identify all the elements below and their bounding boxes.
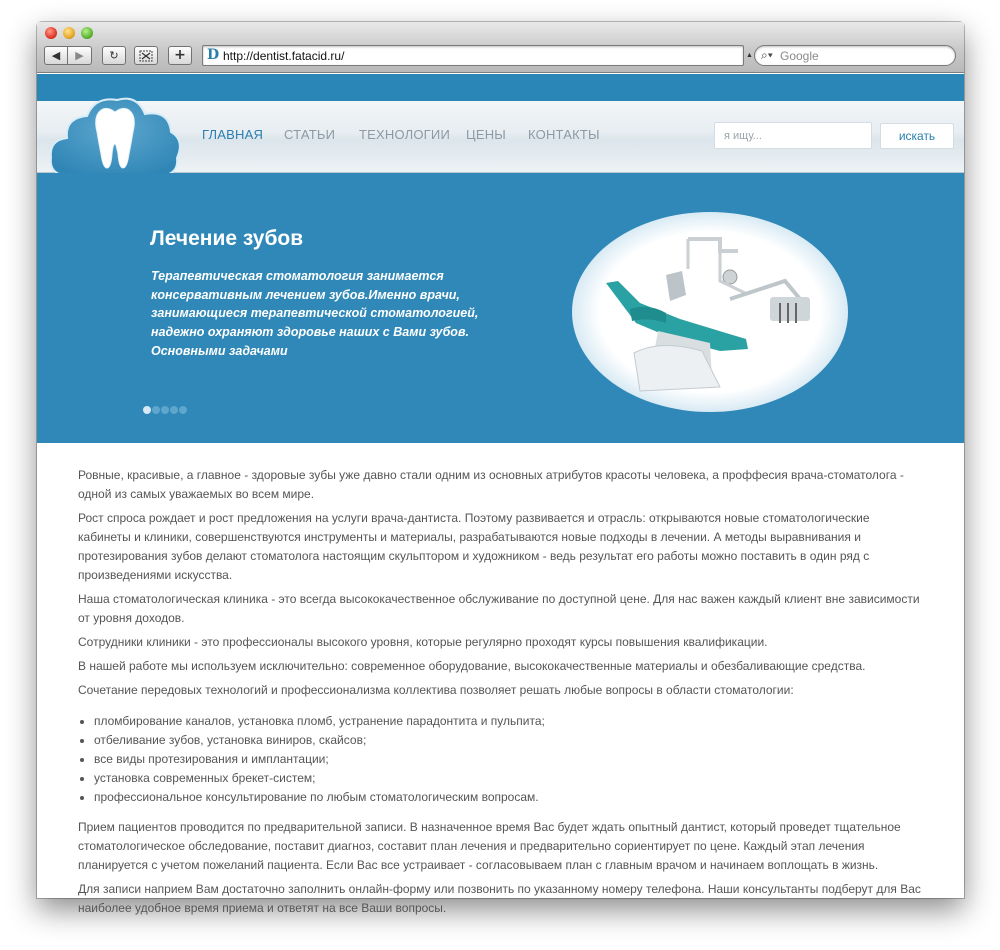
list-item: • профессиональное консультирование по любым стоматологическим вопросам.: [94, 788, 923, 807]
list-item: • все виды протезирования и имплантации;: [94, 750, 923, 769]
slider-dot-5[interactable]: [179, 406, 187, 414]
content-paragraph: Сотрудники клиники - это профессионалы высокого уровня, которые регулярно проходят курсы повышения квалификации.: [78, 635, 768, 649]
browser-search-field[interactable]: [754, 45, 956, 66]
reload-button[interactable]: ↻: [102, 46, 126, 65]
content-paragraph: Рост спроса рождает и рост предложения на услуги врача-дантиста. Поэтому развивается и отрасль: открываются новые стоматологические кабинеты и клиники, совершенствуются инструменты и материалы, разрабатываются новые подходы в лечении. А методы выравнивания и протезирования зубов делают стоматолога настоящим скульптором и художником - ведь результат его работы можно поставить в один ряд с произведениями искусства.: [78, 511, 870, 582]
services-list: [94, 712, 923, 807]
list-item: • установка современных брекет-систем;: [94, 769, 923, 788]
hero-title: Лечение зубов: [150, 227, 304, 250]
content-paragraph: Прием пациентов проводится по предварительной записи. В назначенное время Вас будет ждать опытный дантист, который проведет тщательное стоматологическое обследование, поставит диагноз, составит план лечения и предварительно сориентирует по цене. Каждый этап лечения планируется с учетом пожеланий пациента. Если Вас все устраивает - согласовываем план с главным врачом и начинаем воплощать в жизнь.: [78, 820, 901, 872]
content-paragraph: Наша стоматологическая клиника - это всегда высококачественное обслуживание по доступной цене. Для нас важен каждый клиент вне зависимости от уровня доходов.: [78, 592, 920, 625]
forward-button[interactable]: ▶: [68, 46, 92, 65]
address-url[interactable]: http://dentist.fatacid.ru/: [223, 49, 345, 63]
nav-item-technologies[interactable]: ТЕХНОЛОГИИ: [359, 127, 451, 142]
web-page: [37, 74, 964, 915]
main-content: [78, 466, 923, 923]
slider-dot-1[interactable]: [143, 406, 151, 414]
site-search-button[interactable]: искать: [880, 123, 954, 149]
list-item: • пломбирование каналов, установка пломб, устранение парадонтита и пульпита;: [94, 712, 923, 731]
minimize-window-button[interactable]: [63, 27, 75, 39]
close-window-button[interactable]: [45, 27, 57, 39]
browser-toolbar: [37, 22, 964, 73]
slider-dot-3[interactable]: [161, 406, 169, 414]
slider-dot-4[interactable]: [170, 406, 178, 414]
back-button[interactable]: ◀: [44, 46, 68, 65]
nav-item-prices[interactable]: ЦЕНЫ: [466, 127, 506, 142]
hero-slider: [37, 173, 964, 443]
content-paragraph: Для записи наприем Вам достаточно заполнить онлайн-форму или позвонить по указанному номеру телефона. Наши консультанты подберут для Вас наиболее удобное время приема и ответят на все Ваши вопросы.: [78, 882, 921, 915]
address-dropdown-icon[interactable]: ▲: [746, 52, 753, 59]
site-search-input[interactable]: я ищу...: [714, 122, 872, 149]
favicon-d-icon: D: [207, 47, 220, 63]
slider-dot-2[interactable]: [152, 406, 160, 414]
browser-search-placeholder: Google: [780, 49, 819, 63]
scissors-icon: [139, 50, 153, 62]
content-paragraph: Сочетание передовых технологий и профессионализма коллектива позволяет решать любые вопросы в области стоматологии:: [78, 683, 794, 697]
content-paragraph: В нашей работе мы используем исключительно: современное оборудование, высококачественные материалы и обезбаливающие средства.: [78, 659, 866, 673]
snapshot-button[interactable]: [134, 46, 158, 65]
browser-window: [37, 22, 964, 915]
dental-chair-image: [570, 211, 850, 413]
add-bookmark-button[interactable]: +: [168, 46, 192, 65]
zoom-window-button[interactable]: [81, 27, 93, 39]
nav-item-main[interactable]: ГЛАВНАЯ: [202, 127, 264, 142]
content-paragraph: Ровные, красивые, а главное - здоровые зубы уже давно стали одним из основных атрибутов красоты человека, а проффесия врача-стоматолога - одной из самых уважаемых во всем мире.: [78, 468, 904, 501]
nav-item-contacts[interactable]: КОНТАКТЫ: [528, 127, 600, 142]
nav-item-articles[interactable]: СТАТЬИ: [284, 127, 336, 142]
hero-text: Терапевтическая стоматология занимается консервативным лечением зубов.Именно врачи, занимающиеся терапевтической стоматологией, надежно охраняют здоровье наших с Вами зубов. Основными задачами: [151, 269, 479, 358]
slider-pagination: [143, 401, 188, 419]
magnifier-icon: ⌕▾: [761, 48, 773, 62]
list-item: • отбеливание зубов, установка виниров, скайсов;: [94, 731, 923, 750]
address-bar[interactable]: [202, 45, 744, 66]
